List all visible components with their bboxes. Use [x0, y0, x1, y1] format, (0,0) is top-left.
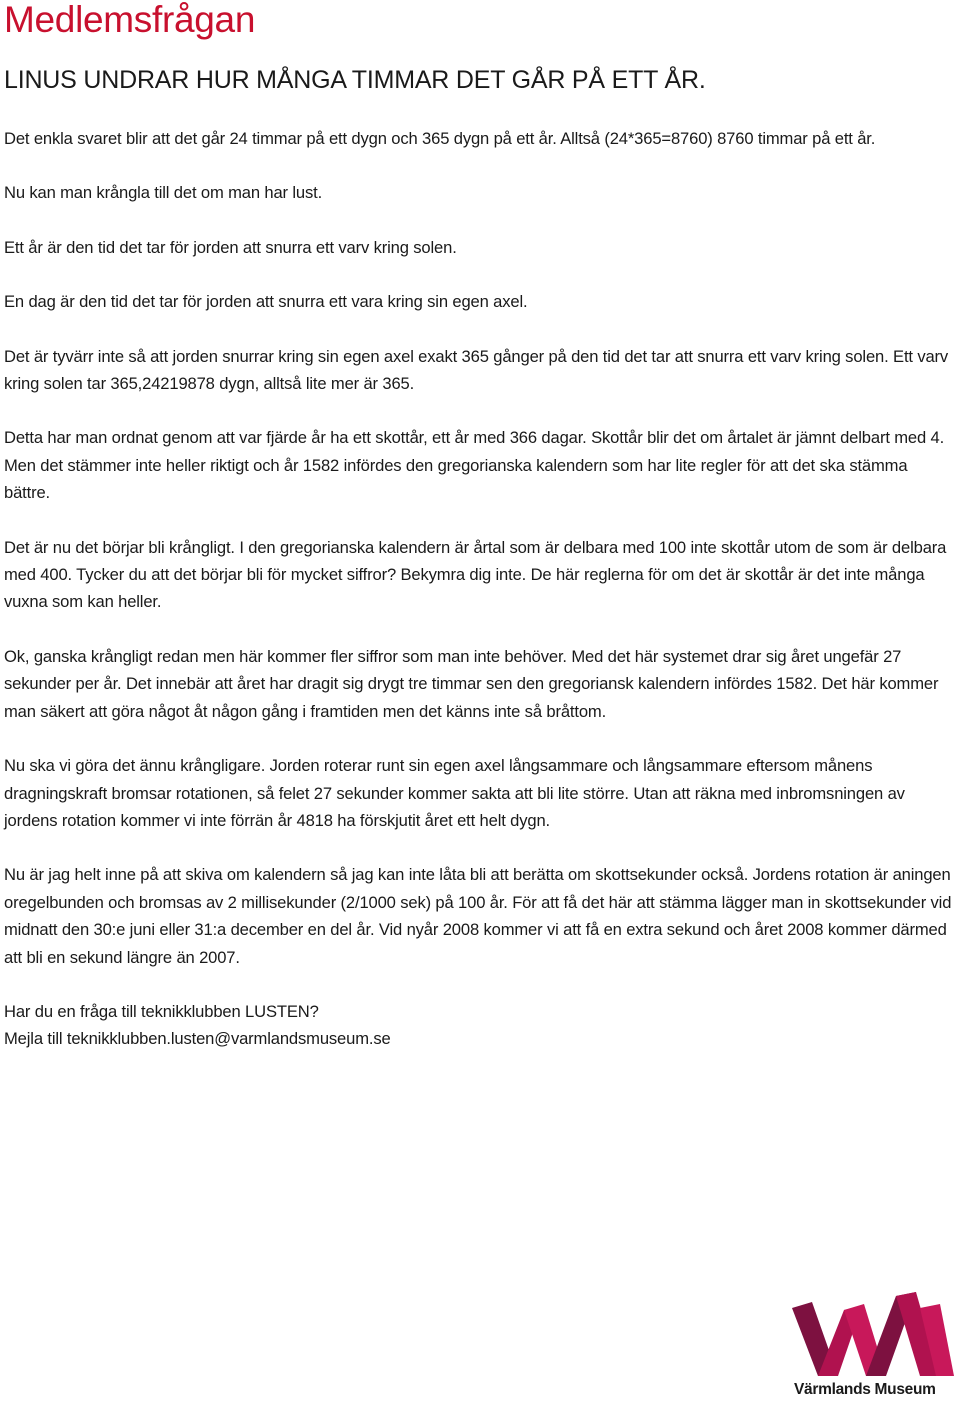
- contact-question: Har du en fråga till teknikklubben LUSTEN?: [4, 1001, 319, 1021]
- logo-wordmark: Värmlands Museum: [794, 1381, 936, 1398]
- paragraph: Ett år är den tid det tar för jorden att snurra ett varv kring solen.: [4, 237, 457, 257]
- page-title: Medlemsfrågan: [4, 0, 256, 40]
- paragraph: Nu ska vi göra det ännu krångligare. Jorden roterar runt sin egen axel långsammare och långsammare eftersom månens dragningskraft bromsar rotationen, så felet 27 sekunder kommer sakta att bli lite större. Utan att räkna med inbromsningen av jordens rotation kommer vi inte förrän år 4818 ha förskjutit året ett helt dygn.: [4, 756, 905, 830]
- paragraph: En dag är den tid det tar för jorden att snurra ett vara kring sin egen axel.: [4, 292, 528, 312]
- contact-block: [4, 998, 954, 1053]
- article-body: [4, 125, 954, 1080]
- paragraph: Det är nu det börjar bli krångligt. I den gregorianska kalendern är årtal som är delbara med 100 inte skottår utom de som är delbara med 400. Tycker du att det börjar bli för mycket siffror? Bekymra dig inte. De här reglerna för om det är skottår är det inte många vuxna som kan heller.: [4, 537, 947, 612]
- varmlands-museum-logo-icon: [790, 1288, 956, 1378]
- paragraph: Detta har man ordnat genom att var fjärde år ha ett skottår, ett år med 366 dagar. Skottår blir det om årtalet är jämnt delbart med 4. Men det stämmer inte heller riktigt och år 1582 infördes den gregorianska kalendern som har lite regler för att det ska stämma bättre.: [4, 428, 945, 503]
- contact-email[interactable]: Mejla till teknikklubben.lusten@varmlandsmuseum.se: [4, 1029, 391, 1049]
- paragraph: Nu är jag helt inne på att skiva om kalendern så jag kan inte låta bli att berätta om skottsekunder också. Jordens rotation är aningen oregelbunden och bromsas av 2 millisekunder (2/1000 sek) på 100 år. För att få det här att stämma lägger man in skottsekunder vid midnatt den 30:e juni eller 31:a december en del år. Vid nyår 2008 kommer vi att få en extra sekund och året 2008 kommer därmed att bli en sekund längre än 2007.: [4, 865, 952, 967]
- varmlands-museum-logo: [790, 1288, 956, 1406]
- paragraph: Det är tyvärr inte så att jorden snurrar kring sin egen axel exakt 365 gånger på den tid det tar att snurra ett varv kring solen. Ett varv kring solen tar 365,24219878 dygn, alltså lite mer är 365.: [4, 346, 949, 394]
- paragraph: Nu kan man krångla till det om man har lust.: [4, 183, 323, 203]
- paragraph: Ok, ganska krångligt redan men här kommer fler siffror som man inte behöver. Med det här systemet drar sig året ungefär 27 sekunder per år. Det innebär att året har dragit sig drygt tre timmar sen den gregoriansk kalendern infördes 1582. Det här kommer man säkert att göra något åt någon gång i framtiden men det känns inte så bråttom.: [4, 646, 939, 721]
- article-headline: LINUS UNDRAR HUR MÅNGA TIMMAR DET GÅR PÅ ETT ÅR.: [4, 66, 706, 94]
- paragraph: Det enkla svaret blir att det går 24 timmar på ett dygn och 365 dygn på ett år. Alltså (24*365=8760) 8760 timmar på ett år.: [4, 129, 876, 148]
